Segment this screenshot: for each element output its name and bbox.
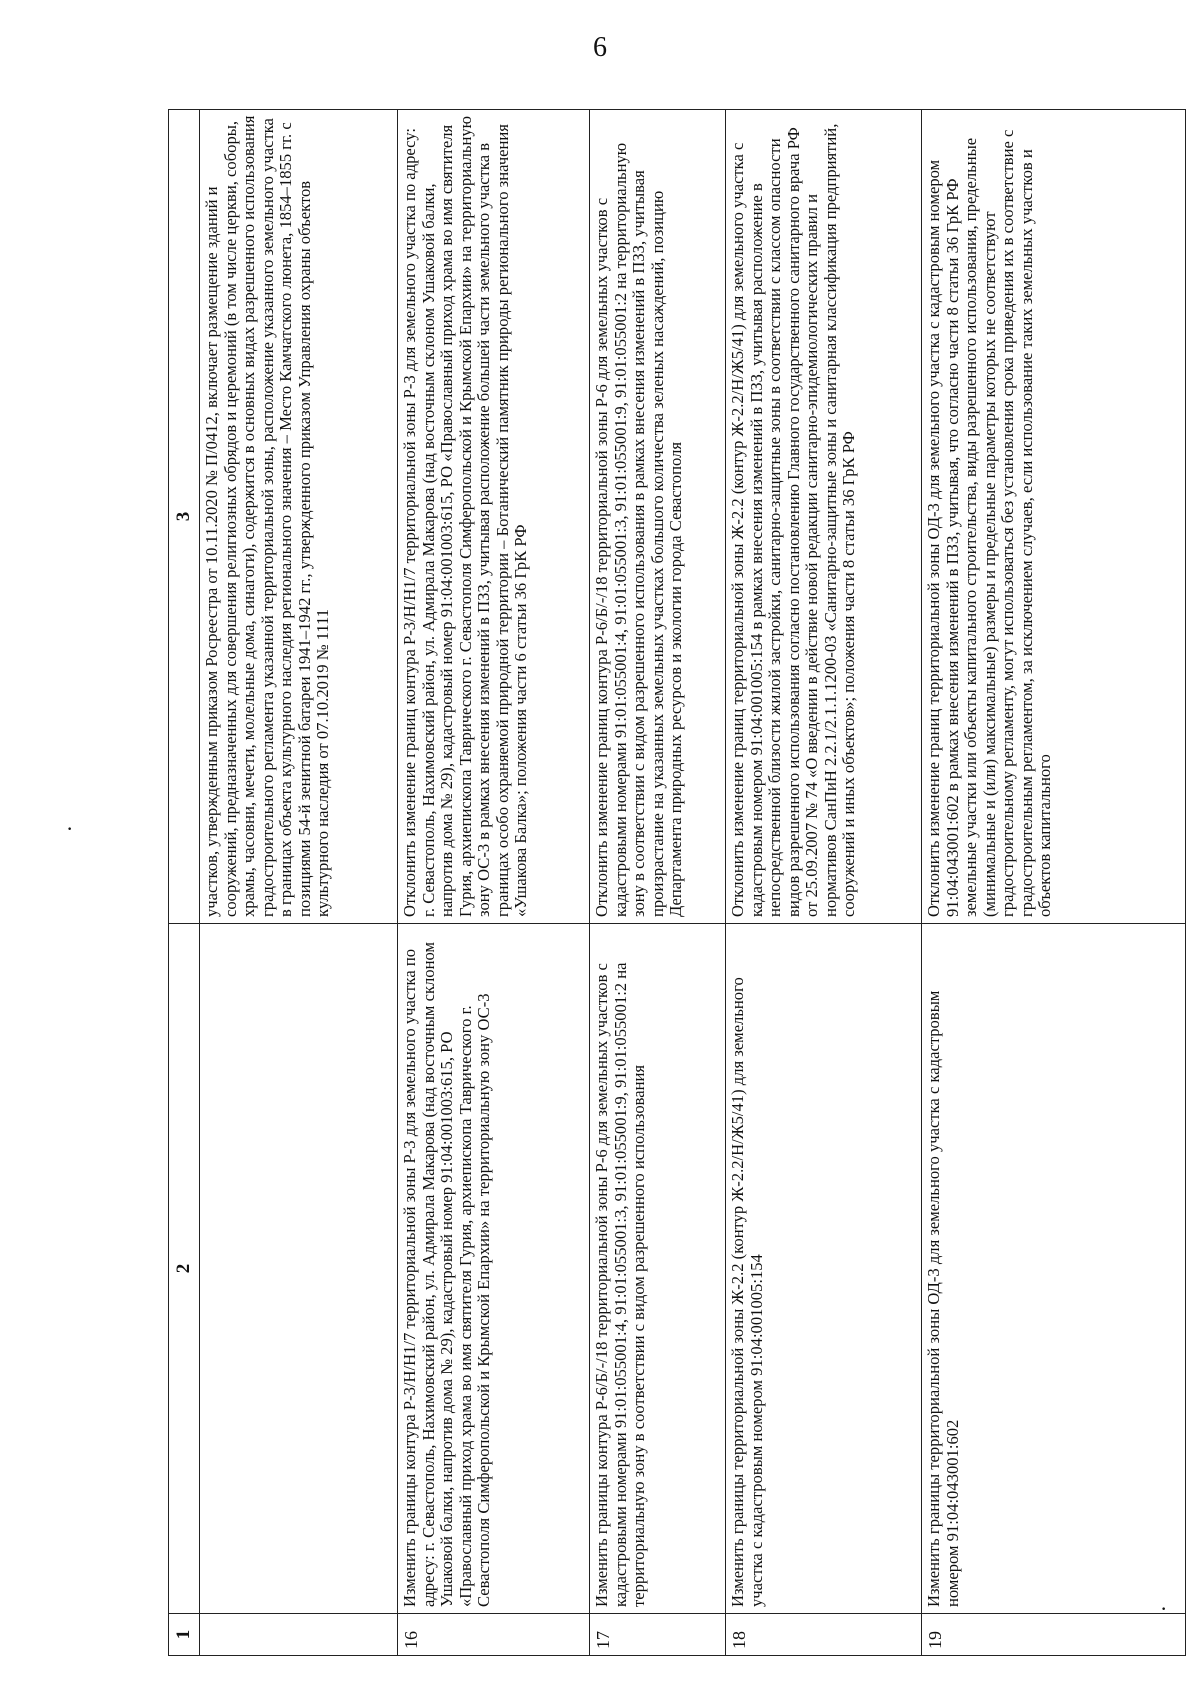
proposal-cell: Изменить границы территориальной зоны Ж-2.2 (контур Ж-2.2/Н/Ж5/41) для земельного участка с кадастровым номером 91:04:001005:154	[726, 924, 922, 1614]
decision-cell: участков, утвержденным приказом Росреестра от 10.11.2020 № П/0412, включает размещение зданий и сооружений, предназначенных для совершения религиозных обрядов и церемоний (в том числе церкви, соборы, храмы, часовни, мечети, молельные дома, синагоги), содержится в основных видах разрешенного использования градостроительного регламента указанной территориальной зоны, расположение указанного земельного участка в границах объекта культурного наследия регионального значения – Место Камчатского люнета, 1854–1855 гг. с позициями 54-й зенитной батареи 1941–1942 гг., утвержденного приказом Управления охраны объектов культурного наследия от 07.10.2019 № 1111	[200, 110, 398, 924]
decision-cell: Отклонить изменение границ контура Р-6/Б/-/18 территориальной зоны Р-6 для земельных участков с кадастровыми номерами 91:01:055001:4, 91:01:055001:3, 91:01:055001:9, 91:01:055001:2 на территориальную зону в соответствии с видом разрешенного использования в рамках внесения изменений в ПЗЗ, учитывая произрастание на указанных земельных участках большого количества зеленых насаждений, позицию Департамента природных ресурсов и экологии города Севастополя	[590, 110, 726, 924]
table-row	[922, 110, 1186, 1656]
proposal-cell: Изменить границы контура Р-3/Н/Н1/7 территориальной зоны Р-3 для земельного участка по адресу: г. Севастополь, Нахимовский район, ул. Адмирала Макарова (над восточным склоном Ушаковой балки, напротив дома № 29), кадастровый номер 91:04:001003:615, РО «Православный приход храма во имя святителя Гурия, архиепископа Таврического г. Севастополя Симферопольской и Крымской Епархии» на территориальную зону ОС-3	[398, 924, 590, 1614]
table-header-row	[169, 110, 200, 1656]
table-row	[590, 110, 726, 1656]
column-header: 1	[169, 1614, 200, 1656]
row-number: 19	[922, 1614, 1186, 1656]
table-row	[200, 110, 398, 1656]
decision-cell: Отклонить изменение границ территориальной зоны Ж-2.2 (контур Ж-2.2/Н/Ж5/41) для земельного участка с кадастровым номером 91:04:001005:154 в рамках внесения изменений в ПЗЗ, учитывая расположение в непосредственной близости жилой застройки, санитарно-защитные зоны в соответствии с классом опасности видов разрешенного использования согласно постановлению Главного государственного санитарного врача РФ от 25.09.2007 № 74 «О введении в действие новой редакции санитарно-эпидемиологических правил и нормативов СанПиН 2.2.1/2.1.1.1200-03 «Санитарно-защитные зоны и санитарная классификация предприятий, сооружений и иных объектов»; положения части 8 статьи 36 ГрК РФ	[726, 110, 922, 924]
row-number: 17	[590, 1614, 726, 1656]
column-header: 3	[169, 110, 200, 924]
stray-mark: ·	[66, 816, 74, 841]
decisions-table	[168, 109, 1186, 1656]
row-number	[200, 1614, 398, 1656]
stray-mark: ·	[1160, 1596, 1168, 1621]
row-number: 18	[726, 1614, 922, 1656]
decision-cell: Отклонить изменение границ контура Р-3/Н/Н1/7 территориальной зоны Р-3 для земельного участка по адресу: г. Севастополь, Нахимовский район, ул. Адмирала Макарова (над восточным склоном Ушаковой балки, напротив дома № 29), кадастровый номер 91:04:001003:615, РО «Православный приход храма во имя святителя Гурия, архиепископа Таврического г. Севастополя Симферопольской и Крымской Епархии» на территориальную зону ОС-3 в рамках внесения изменений в ПЗЗ, учитывая расположение большей части земельного участка в границах особо охраняемой природной территории – Ботанический памятник природы регионального значения «Ушакова Балка»; положения части 6 статьи 36 ГрК РФ	[398, 110, 590, 924]
proposal-cell: Изменить границы контура Р-6/Б/-/18 территориальной зоны Р-6 для земельных участков с кадастровыми номерами 91:01:055001:4, 91:01:055001:3, 91:01:055001:9, 91:01:055001:2 на территориальную зону в соответствии с видом разрешенного использования	[590, 924, 726, 1614]
decision-cell: Отклонить изменение границ территориальной зоны ОД-3 для земельного участка с кадастровым номером 91:04:043001:602 в рамках внесения изменений в ПЗЗ, учитывая, что согласно части 8 статьи 36 ГрК РФ земельные участки или объекты капитального строительства, виды разрешенного использования, предельные (минимальные и (или) максимальные) размеры и предельные параметры которых не соответствуют градостроительному регламенту, могут использоваться без установления срока приведения их в соответствие с градостроительным регламентом, за исключением случаев, если использование таких земельных участков и объектов капитального	[922, 110, 1186, 924]
rotated-table-container	[168, 110, 1186, 1656]
row-number: 16	[398, 1614, 590, 1656]
proposal-cell	[200, 924, 398, 1614]
table-row	[398, 110, 590, 1656]
table-row	[726, 110, 922, 1656]
proposal-cell: Изменить границы территориальной зоны ОД-3 для земельного участка с кадастровым номером 91:04:043001:602	[922, 924, 1186, 1614]
column-header: 2	[169, 924, 200, 1614]
page-number: 6	[593, 32, 607, 63]
